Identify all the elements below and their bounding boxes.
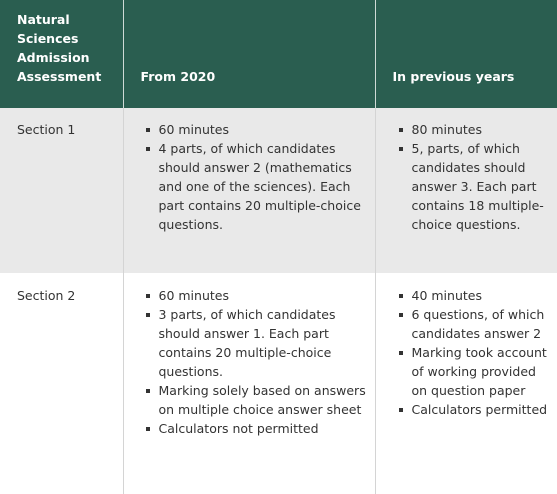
bullet-list: [396, 120, 557, 234]
header-row: [0, 0, 557, 108]
list-item: Marking solely based on answers on multiple choice answer sheet: [143, 381, 375, 419]
list-item: Calculators permitted: [396, 400, 557, 419]
list-item: Calculators not permitted: [143, 419, 375, 438]
header-assessment: Natural Sciences Admission Assessment: [0, 0, 123, 108]
section-2-previous: [375, 273, 557, 494]
section-2-from-2020: [123, 273, 375, 494]
row-label-section-1: Section 1: [0, 108, 123, 273]
list-item: 60 minutes: [143, 120, 375, 139]
list-item: 80 minutes: [396, 120, 557, 139]
bullet-list: [396, 286, 557, 419]
table-row: [0, 108, 557, 273]
list-item: 3 parts, of which candidates should answer 1. Each part contains 20 multiple-choice questions.: [143, 305, 375, 381]
section-1-previous: [375, 108, 557, 273]
list-item: 5, parts, of which candidates should answer 3. Each part contains 18 multiple-choice questions.: [396, 139, 557, 234]
list-item: Marking took account of working provided on question paper: [396, 343, 557, 400]
list-item: 6 questions, of which candidates answer 2: [396, 305, 557, 343]
header-from-2020: From 2020: [123, 0, 375, 108]
list-item: 4 parts, of which candidates should answer 2 (mathematics and one of the sciences). Each part contains 20 multiple-choice questions.: [143, 139, 375, 234]
row-label-section-2: Section 2: [0, 273, 123, 494]
list-item: 40 minutes: [396, 286, 557, 305]
bullet-list: [143, 286, 375, 438]
bullet-list: [143, 120, 375, 234]
header-previous-years: In previous years: [375, 0, 557, 108]
list-item: 60 minutes: [143, 286, 375, 305]
section-1-from-2020: [123, 108, 375, 273]
table-row: [0, 273, 557, 494]
